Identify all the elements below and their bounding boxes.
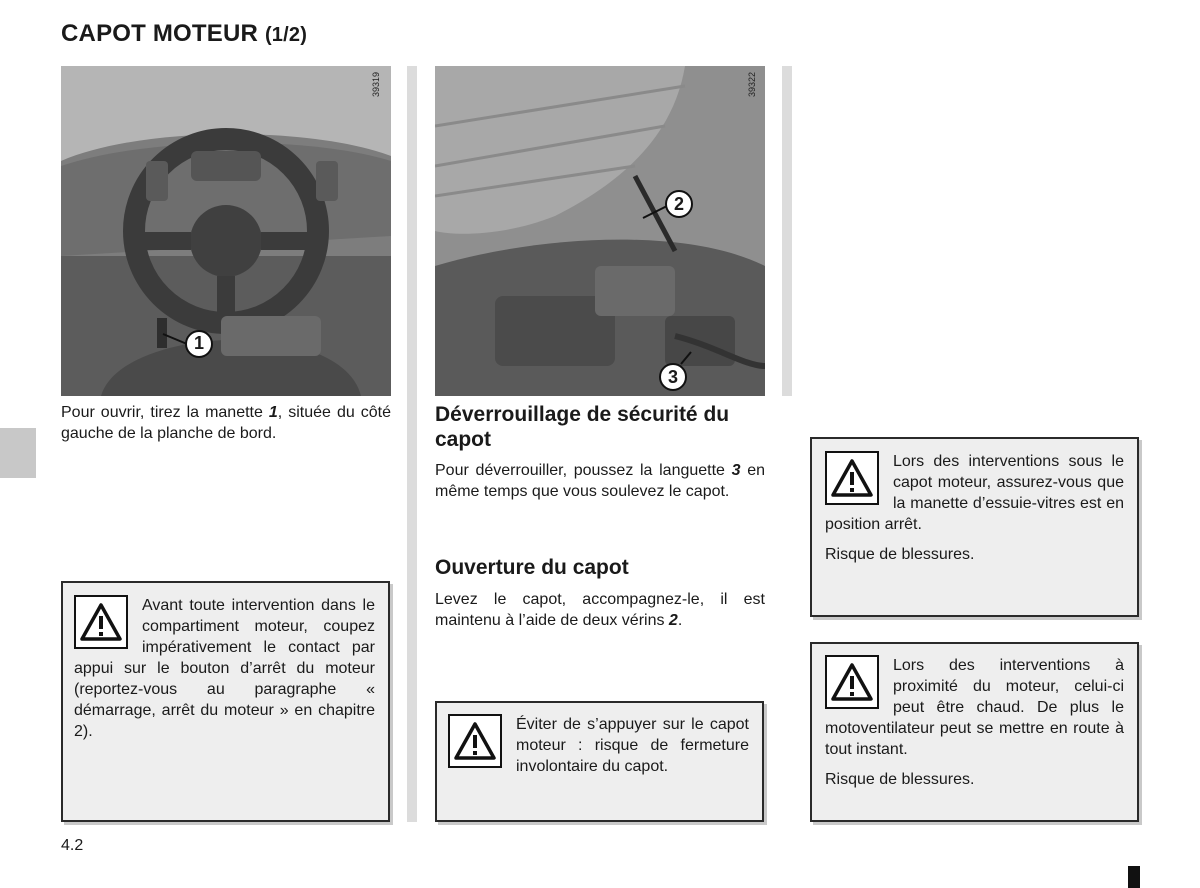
warning-box-hot-engine: [810, 642, 1139, 822]
warning-triangle-icon: [825, 451, 879, 505]
section-heading-opening: Ouverture du capot: [435, 556, 629, 579]
safety-unlock-text: [435, 460, 765, 502]
warning-text: Lors des interventions sous le capot moteur, assurez-vous que la manette d’essuie-vitres est en position arrêt.: [825, 453, 1124, 533]
ref-number: 3: [731, 462, 741, 479]
text-part: , située du côté gauche de la planche de bord.: [61, 404, 391, 442]
text-part: Pour ouvrir, tirez la manette: [61, 404, 269, 421]
section-heading-safety-unlock: Déverrouillage de sécurité du capot: [435, 403, 730, 451]
photo-reference: 39319: [371, 72, 381, 98]
open-instruction-text: [61, 402, 391, 444]
title-main: CAPOT MOTEUR: [61, 20, 259, 47]
warning-text: Lors des interventions à proximité du moteur, celui-ci peut être chaud. De plus le motoventilateur peut se mettre en route à tout instant.: [825, 657, 1124, 758]
warning-text: Éviter de s’appuyer sur le capot moteur : risque de fermeture involontaire du capot.: [516, 716, 749, 775]
callout-label-1: 1: [193, 333, 204, 353]
warning-box-hood-lean: [435, 701, 764, 822]
text-part: en même temps que vous soulevez le capot.: [435, 462, 765, 500]
page-title: [61, 20, 307, 48]
corner-mark: [1128, 866, 1140, 888]
warning-text: Avant toute intervention dans le compartiment moteur, coupez impérativement le contact par appui sur le bouton d’arrêt du moteur (reportez-vous au paragraphe « démarrage, arrêt du moteur » en chapitre 2).: [74, 597, 375, 740]
callout-marker-2: [641, 188, 701, 232]
warning-risk: Risque de blessures.: [825, 546, 975, 563]
callout-label-2: 2: [673, 194, 684, 214]
engine-bay-photo: [435, 66, 765, 396]
ref-number: 1: [268, 404, 278, 421]
callout-label-3: 3: [667, 367, 678, 387]
warning-triangle-icon: [74, 595, 128, 649]
text-part: .: [677, 612, 683, 629]
column-separator-left: [407, 66, 417, 822]
callout-marker-3: [651, 348, 711, 392]
warning-triangle-icon: [825, 655, 879, 709]
text-part: Pour déverrouiller, poussez la languette: [435, 462, 732, 479]
callout-marker-1: [161, 324, 221, 364]
opening-text: [435, 589, 765, 631]
dashboard-photo: [61, 66, 391, 396]
chapter-tab: [0, 428, 36, 478]
warning-triangle-icon: [448, 714, 502, 768]
text-part: Levez le capot, accompagnez-le, il est maintenu à l’aide de deux vérins: [435, 591, 765, 629]
warning-risk: Risque de blessures.: [825, 771, 975, 788]
ref-number: 2: [668, 612, 678, 629]
title-sub: (1/2): [264, 24, 308, 46]
photo-reference: 39322: [747, 72, 757, 98]
warning-box-engine-off: [61, 581, 390, 822]
warning-box-wiper: [810, 437, 1139, 617]
page-number: 4.2: [61, 837, 84, 854]
column-separator-right: [782, 66, 792, 396]
